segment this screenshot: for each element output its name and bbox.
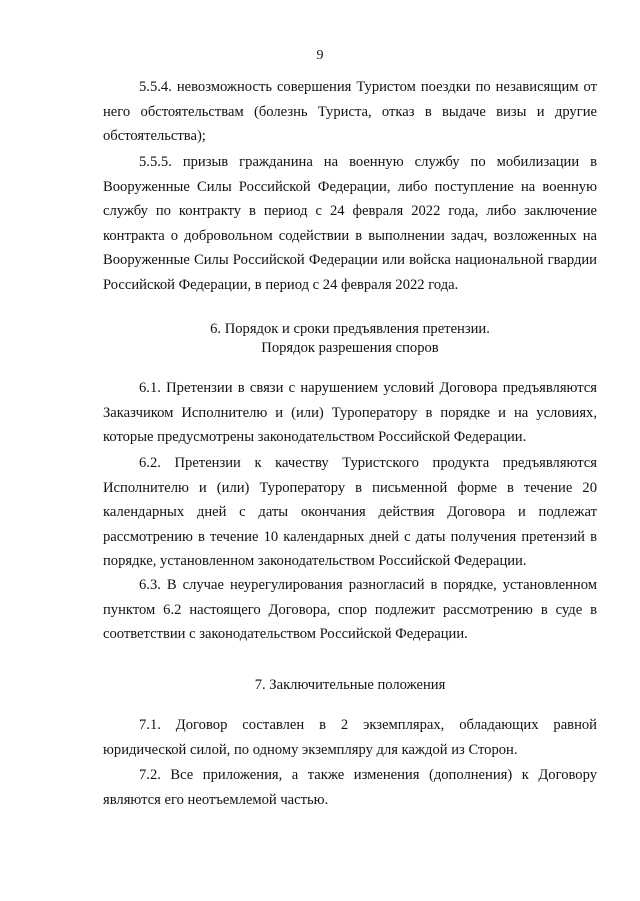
section-7-title: 7. Заключительные положения (254, 677, 446, 693)
clause-5-5-5: 5.5.5. призыв гражданина на военную службу по мобилизации в Вооруженные Силы Российской Федерации, либо поступление на военную службу по контракту в период с 24 февраля 2022 года, либо заключение контракта о добровольном содействии в выполнении задач, возложенных на Вооруженные Силы Российской Федерации или войска национальной гвардии Российской Федерации, в период с 24 февраля 2022 года. (103, 154, 597, 293)
section-6-title-line1: 6. Порядок и сроки предъявления претензии. (210, 321, 490, 337)
section-6-title-line2: Порядок разрешения споров (261, 340, 439, 356)
clause-6-1: 6.1. Претензии в связи с нарушением условий Договора предъявляются Заказчиком Исполнителю и (или) Туроператору в порядке и на условиях, которые предусмотрены законодательством Российской Федерации. (103, 380, 597, 446)
clause-6-2: 6.2. Претензии к качеству Туристского продукта предъявляются Исполнителю и (или) Туроператору в письменной форме в течение 20 календарных дней с даты окончания действия Договора и подлежат рассмотрению в течение 10 календарных дней с даты получения претензий в порядке, установленном законодательством Российской Федерации. (103, 455, 597, 570)
clause-7-1: 7.1. Договор составлен в 2 экземплярах, обладающих равной юридической силой, по одному экземпляру для каждой из Сторон. (103, 717, 597, 758)
clause-5-5-4: 5.5.4. невозможность совершения Туристом поездки по независящим от него обстоятельствам (болезнь Туриста, отказ в выдаче визы и другие обстоятельства); (103, 79, 597, 145)
section-6-heading (103, 320, 597, 358)
page-number: 9 (316, 48, 324, 63)
clause-7-2: 7.2. Все приложения, а также изменения (дополнения) к Договору являются его неотъемлемой частью. (103, 767, 597, 808)
section-7-heading (103, 676, 597, 695)
clause-6-3: 6.3. В случае неурегулирования разногласий в порядке, установленном пунктом 6.2 настоящего Договора, спор подлежит рассмотрению в суде в соответствии с законодательством Российской Федерации. (103, 577, 597, 643)
